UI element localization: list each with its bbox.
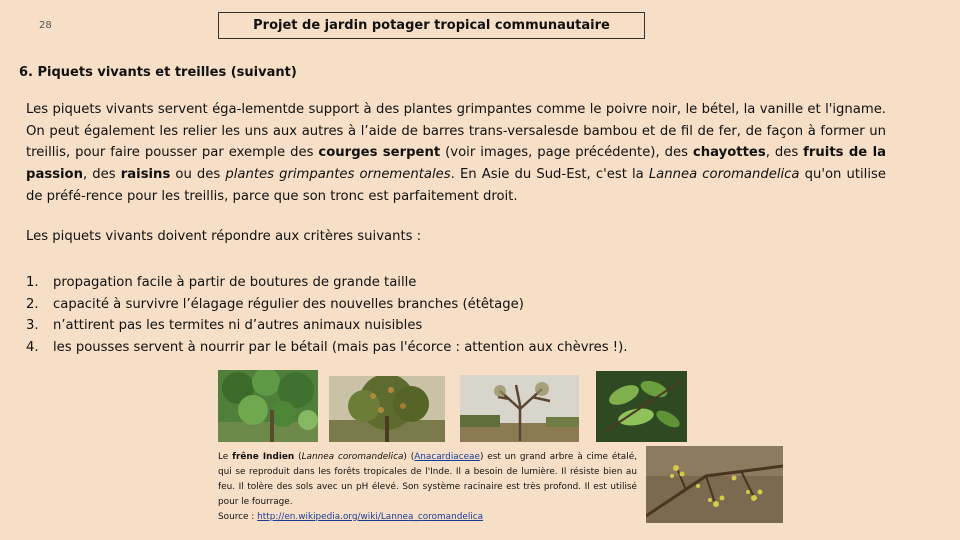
list-text: les pousses servent à nourrir par le bétail (mais pas l'écorce : attention aux chèvres !).: [53, 339, 628, 355]
intro-text: ou des: [170, 167, 226, 183]
list-item: [26, 315, 627, 337]
caption-text: ) (: [403, 452, 415, 462]
list-number: 4.: [26, 339, 39, 355]
page-number: 28: [39, 20, 52, 31]
intro-text: . En Asie du Sud-Est, c'est la: [450, 167, 649, 183]
intro-italic-term: Lannea coromandelica: [648, 167, 800, 183]
flowering-branch-photo: [646, 446, 783, 523]
section-heading: 6. Piquets vivants et treilles (suivant): [19, 65, 297, 80]
list-text: propagation facile à partir de boutures de grande taille: [53, 275, 417, 290]
intro-text: (voir images, page précédente), des: [440, 145, 693, 161]
intro-italic-term: plantes grimpantes ornementales: [225, 167, 451, 183]
criteria-lead: Les piquets vivants doivent répondre aux critères suivants :: [26, 229, 422, 244]
list-text: capacité à survivre l’élagage régulier des nouvelles branches (étêtage): [53, 296, 524, 312]
intro-text: , des: [765, 145, 804, 161]
caption-text: (: [294, 452, 302, 462]
caption-italic-term: Lannea coromandelica: [301, 452, 404, 462]
criteria-list: [26, 272, 627, 358]
intro-bold-term: chayottes: [692, 145, 766, 161]
intro-paragraph: [26, 99, 886, 208]
source-link[interactable]: http://en.wikipedia.org/wiki/Lannea_coromandelica: [257, 511, 484, 522]
list-item: [26, 272, 627, 294]
intro-bold-term: courges serpent: [318, 145, 441, 161]
caption-bold-term: frêne Indien: [232, 452, 295, 462]
bare-tree-landscape-photo: [460, 375, 579, 442]
intro-bold-term: raisins: [120, 167, 171, 183]
leaf-closeup-photo: [596, 371, 687, 442]
list-text: n’attirent pas les termites ni d’autres animaux nuisibles: [53, 318, 423, 334]
list-item: [26, 337, 627, 359]
tree-with-fruit-clusters-photo: [329, 376, 445, 442]
list-item: [26, 294, 627, 316]
image-caption: [218, 450, 637, 525]
caption-text: Le: [218, 452, 233, 462]
list-number: 1.: [26, 275, 39, 290]
list-number: 2.: [26, 296, 39, 312]
caption-text: ) est un grand arbre à cime étalé, qui se reproduit dans les forêts tropicales de l'Inde. Il a besoin de lumière. Il résiste bien au feu. Il tolère des sols avec un pH élevé. Son système racinaire est très profond. Il est utilisé pour le fourrage.: [218, 452, 637, 507]
anacardiaceae-link[interactable]: Anacardiaceae: [414, 452, 480, 462]
intro-text: , des: [83, 167, 121, 183]
intro-text: Les piquets vivants servent éga-lementde support à des plantes grimpantes comme le poivre noir, le bétel, la vanille et l'igname. On peut également les relier les uns aux autres à l’aide de barres trans-versalesde bambou et de fil de fer, de façon à former un treillis, pour faire pousser par exemple des: [26, 102, 886, 161]
list-number: 3.: [26, 318, 39, 334]
leafy-tree-photo: [218, 370, 318, 442]
page-title: Projet de jardin potager tropical communautaire: [218, 12, 645, 39]
intro-text: qu'on utilise de préfé-rence pour les treillis, parce que son tronc est parfaitement droit.: [26, 167, 886, 204]
source-label: Source :: [218, 511, 258, 522]
intro-bold-term: fruits de la passion: [26, 145, 887, 183]
